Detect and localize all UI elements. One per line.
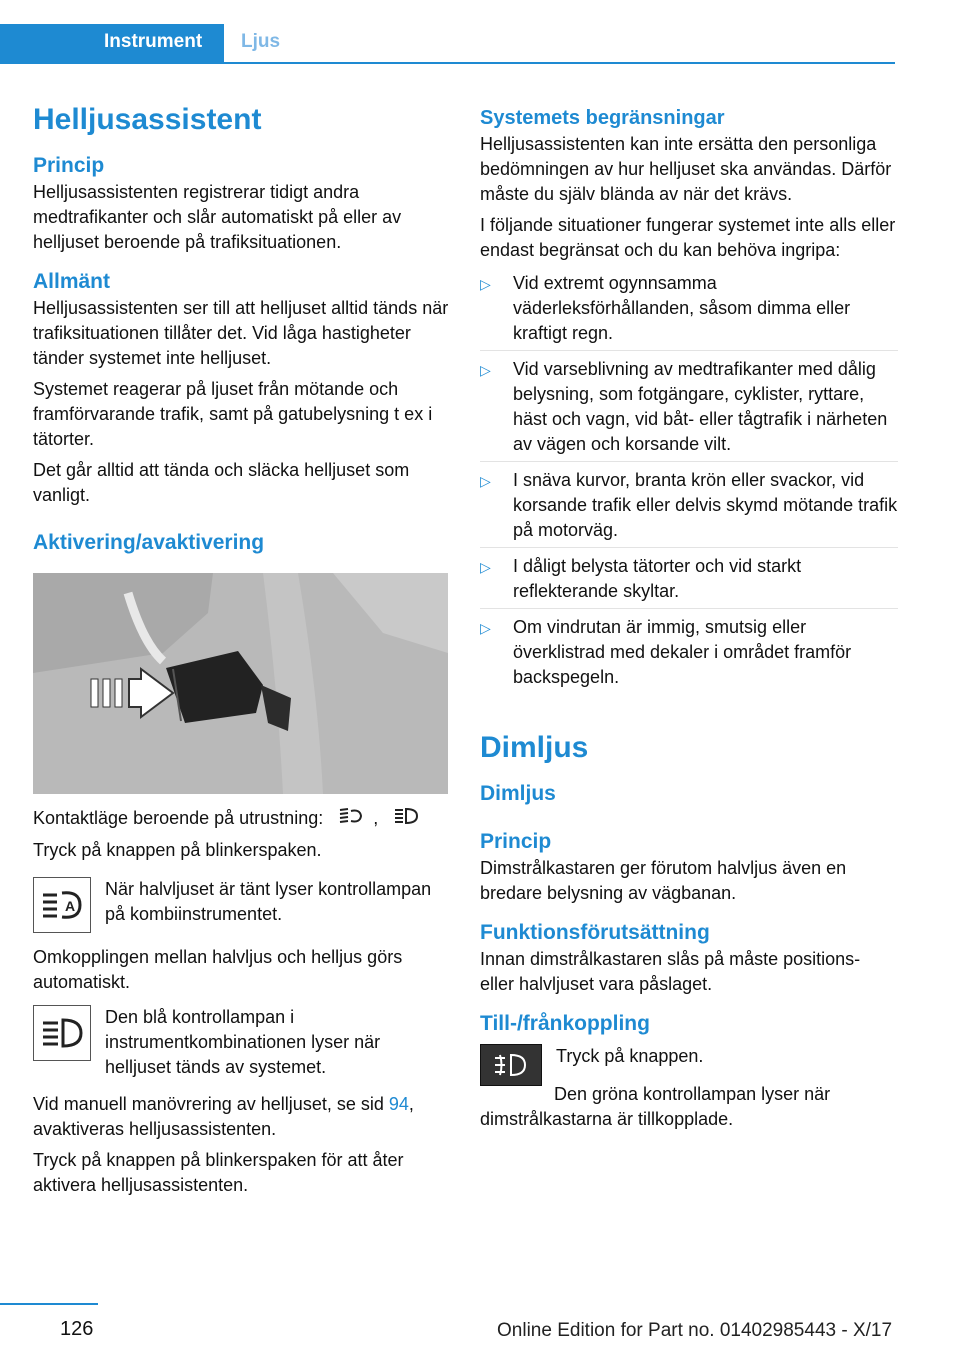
- high-beam-assist-indicator-icon: [33, 877, 91, 933]
- fog-light-button-icon: [480, 1044, 542, 1086]
- activation-heading: Aktivering/avaktivering: [33, 531, 265, 554]
- high-beam-icon: [393, 807, 419, 832]
- fog-green-text: Den gröna kontrollampan lyser när dimstrålkastarna är tillkopplade.: [480, 1084, 831, 1129]
- general-paragraph-3: Det går alltid att tända och släcka helljuset som vanligt.: [33, 460, 410, 505]
- limits-list: [480, 265, 898, 694]
- triangle-bullet-icon: ▷: [480, 559, 491, 575]
- list-item: ▷ I snäva kurvor, branta krön eller svackor, vid korsande trafik eller delvis skymd mötande trafik på motorväg.: [480, 462, 898, 548]
- fog-subtitle: Dimljus: [480, 782, 556, 805]
- tab-ljus[interactable]: Ljus: [241, 31, 281, 52]
- general-heading: Allmänt: [33, 270, 111, 293]
- fog-title: Dimljus: [480, 731, 589, 764]
- footer-rule: [0, 1303, 98, 1305]
- general-paragraph-1: Helljusassistenten ser till att helljuset alltid tänds när trafiksituationen tillåter det. Vid låga hastigheter tänder systemet inte helljuset.: [33, 298, 449, 368]
- high-beam-assist-icon: [338, 807, 364, 832]
- tab-instrument[interactable]: Instrument: [104, 31, 203, 52]
- contact-position-text: Kontaktläge beroende på utrustning: ,: [33, 806, 451, 832]
- general-paragraph-2: Systemet reagerar på ljuset från mötande och framförvarande trafik, samt på gatubelysning t ex i tätorter.: [33, 379, 433, 449]
- limits-paragraph-2: I följande situationer fungerar systemet inte alls eller endast begränsat och du kan behöva ingripa:: [480, 215, 896, 260]
- blue-note: [33, 1005, 451, 1080]
- reactivate-text: Tryck på knappen på blinkerspaken för att åter aktivera helljusassistenten.: [33, 1149, 404, 1195]
- left-column: [33, 100, 451, 1198]
- limits-heading: Systemets begränsningar: [480, 107, 725, 129]
- triangle-bullet-icon: ▷: [480, 362, 491, 378]
- triangle-bullet-icon: ▷: [480, 276, 491, 292]
- list-item: ▷ Vid varseblivning av medtrafikanter med dålig belysning, som fotgängare, cyklister, ryttare, häst och vagn, vid båt- eller tågtrafik i närheten av vägen och korsande vilt.: [480, 351, 898, 462]
- principle-heading: Princip: [33, 154, 105, 177]
- lowbeam-note: [33, 877, 451, 933]
- fog-requirement-text: Innan dimstrålkastaren slås på måste positions- eller halvljuset vara påslaget.: [480, 949, 861, 994]
- list-item: ▷ I dåligt belysta tätorter och vid starkt reflekterande skyltar.: [480, 548, 898, 609]
- fog-principle-text: Dimstrålkastaren ger förutom halvljus även en bredare belysning av vägbanan.: [480, 858, 847, 903]
- fog-onoff-heading: Till-/frånkoppling: [480, 1012, 650, 1035]
- fog-press-text: Tryck på knappen.: [556, 1046, 704, 1066]
- press-button-text: Tryck på knappen på blinkerspaken.: [33, 839, 322, 860]
- manual-text: Vid manuell manövrering av helljuset, se sid 94, avaktiveras helljusassistenten.: [33, 1093, 414, 1139]
- fog-principle-heading: Princip: [480, 830, 552, 853]
- right-column: [480, 104, 898, 1132]
- triangle-bullet-icon: ▷: [480, 620, 491, 636]
- list-item: ▷ Vid extremt ogynnsamma väderleksförhållanden, såsom dimma eller kraftigt regn.: [480, 265, 898, 351]
- high-beam-indicator-icon: [33, 1005, 91, 1061]
- principle-text: Helljusassistenten registrerar tidigt andra medtrafikanter och slår automatiskt på eller av helljuset beroende på trafiksituationen.: [33, 182, 402, 252]
- switch-text: Omkopplingen mellan halvljus och helljus görs automatiskt.: [33, 946, 403, 992]
- triangle-bullet-icon: ▷: [480, 473, 491, 489]
- fog-requirement-heading: Funktionsförutsättning: [480, 921, 710, 944]
- blue-note-text: Den blå kontrollampan i instrumentkombinationen lyser när helljuset tänds av systemet.: [105, 1006, 381, 1077]
- list-item: ▷ Om vindrutan är immig, smutsig eller överklistrad med dekaler i området framför backspegeln.: [480, 609, 898, 694]
- limits-paragraph-1: Helljusassistenten kan inte ersätta den personliga bedömningen av hur helljuset ska användas. Därför måste du själv blända av när det krävs.: [480, 134, 892, 204]
- section-title: Helljusassistent: [33, 103, 262, 136]
- page-link-94[interactable]: 94: [388, 1093, 409, 1114]
- page-number: 126: [60, 1318, 94, 1340]
- fog-button-row: [480, 1044, 898, 1086]
- turn-signal-lever-photo: [33, 573, 448, 794]
- lowbeam-note-text: När halvljuset är tänt lyser kontrollampan på kombiinstrumentet.: [105, 878, 432, 924]
- edition-text: Online Edition for Part no. 01402985443 - X/17: [497, 1320, 893, 1341]
- svg-text:A: A: [65, 897, 76, 914]
